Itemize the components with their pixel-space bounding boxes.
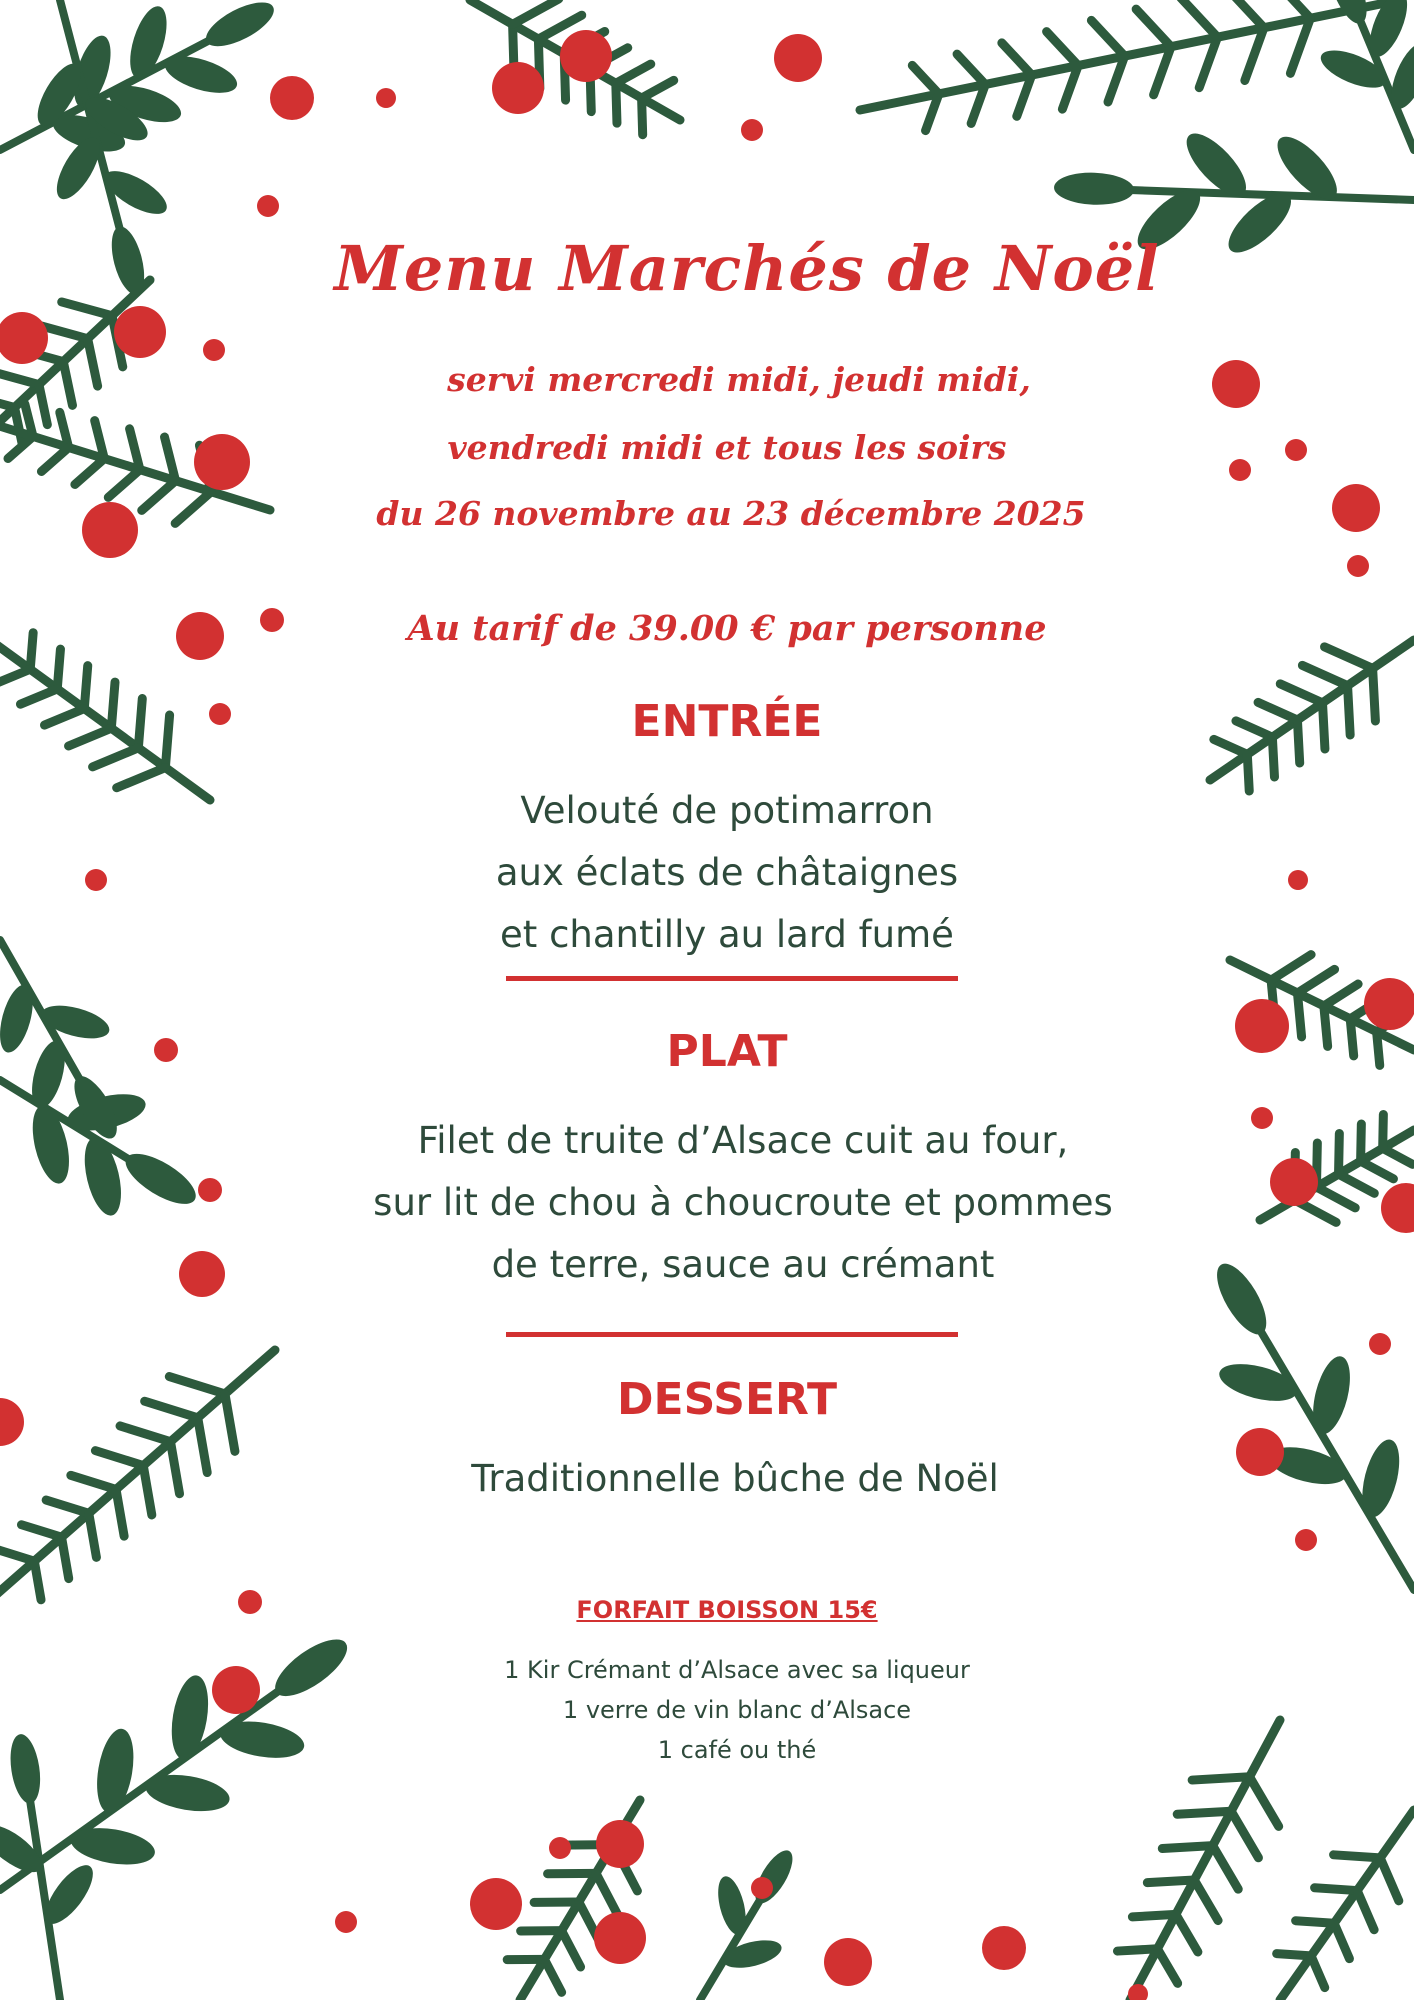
plat-line: Filet de truite d’Alsace cuit au four, [417,1119,1069,1162]
plat-line: sur lit de chou à choucroute et pommes [373,1181,1113,1224]
service-days-line-1: servi mercredi midi, jeudi midi, [447,360,1031,399]
entree-heading: ENTRÉE [631,696,823,747]
entree-line: Velouté de potimarron [520,789,934,832]
entree-line: aux éclats de châtaignes [495,851,959,894]
dessert-description [28,1448,1414,1510]
drink-package-title: FORFAIT BOISSON 15€ [576,1596,878,1624]
plat-heading: PLAT [666,1026,788,1077]
entree-line: et chantilly au lard fumé [500,913,954,956]
section-divider [506,1332,958,1337]
drink-item: 1 Kir Crémant d’Alsace avec sa liqueur [504,1656,970,1684]
dessert-line: Traditionnelle bûche de Noël [471,1457,999,1500]
drink-item: 1 café ou thé [657,1736,817,1764]
price-per-person: Au tarif de 39.00 € par personne [407,608,1047,649]
service-days-line-2: vendredi midi et tous les soirs [447,428,1007,467]
service-dates-line: du 26 novembre au 23 décembre 2025 [376,494,1086,533]
drink-package-list [30,1650,1414,1770]
drink-item: 1 verre de vin blanc d’Alsace [562,1696,912,1724]
dessert-heading: DESSERT [617,1374,837,1425]
entree-description [20,780,1414,966]
plat-description [36,1110,1414,1296]
section-divider [506,976,958,981]
menu-title: Menu Marchés de Noël [334,232,1160,305]
plat-line: de terre, sauce au crémant [491,1243,995,1286]
